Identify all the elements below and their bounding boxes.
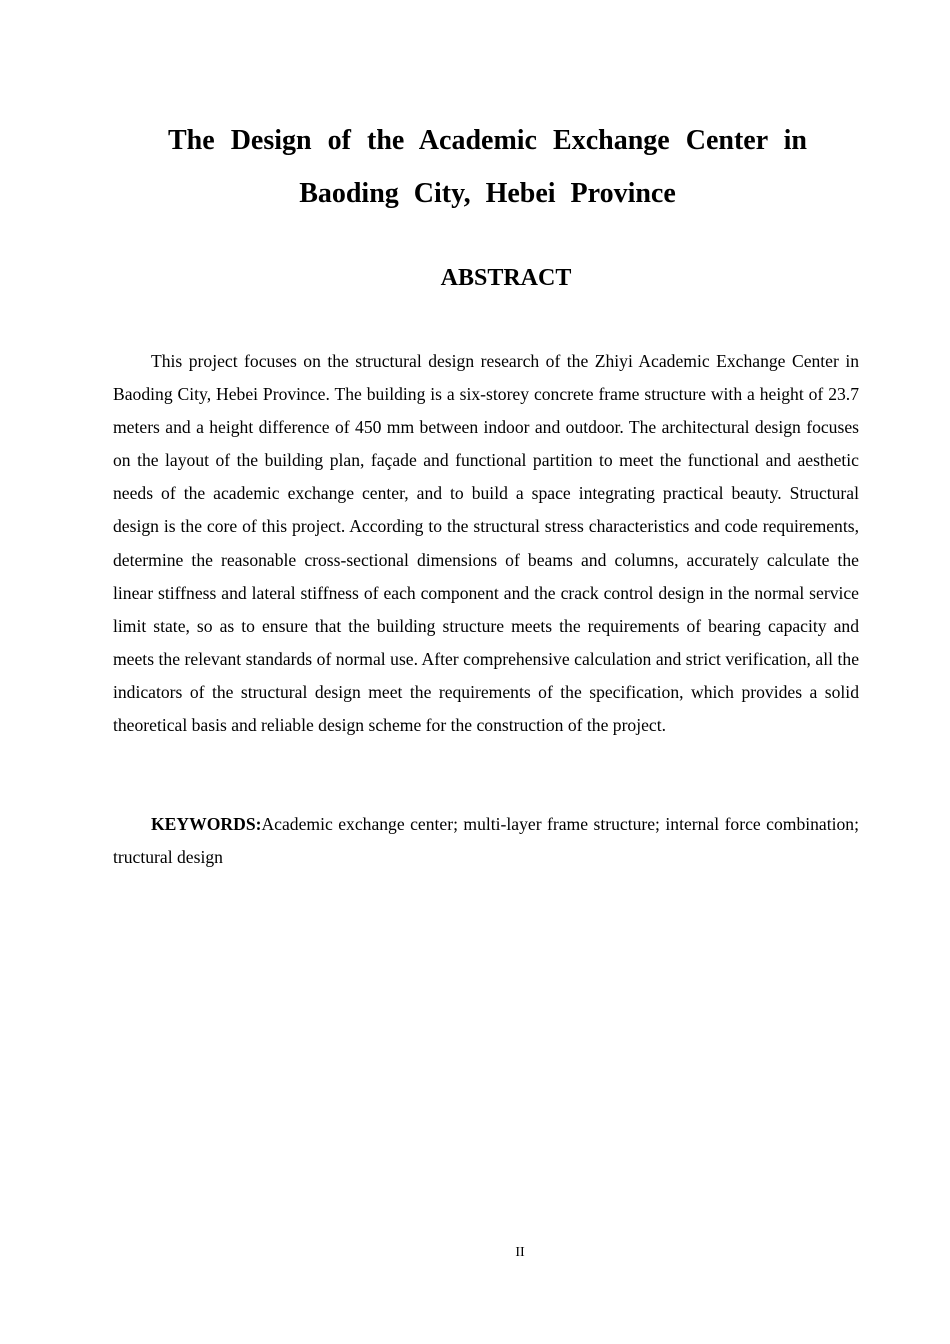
page-number: II	[515, 1245, 525, 1260]
keywords-text: Academic exchange center; multi-layer frame structure; internal force combination; tructural design	[113, 814, 859, 868]
abstract-heading: ABSTRACT	[440, 265, 572, 291]
abstract-body: This project focuses on the structural design research of the Zhiyi Academic Exchange Center in Baoding City, Hebei Province. The building is a six-storey concrete frame structure with a height of 23.7 meters and a height difference of 450 mm between indoor and outdoor. The architectural design focuses on the layout of the building plan, façade and functional partition to meet the functional and aesthetic needs of the academic exchange center, and to build a space integrating practical beauty. Structural design is the core of this project. According to the structural stress characteristics and code requirements, determine the reasonable cross-sectional dimensions of beams and columns, accurately calculate the linear stiffness and lateral stiffness of each component and the crack control design in the normal service limit state, so as to ensure that the building structure meets the requirements of bearing capacity and meets the relevant standards of normal use. After comprehensive calculation and strict verification, all the indicators of the structural design meet the requirements of the specification, which provides a solid theoretical basis and reliable design scheme for the construction of the project.	[113, 351, 859, 736]
paper-title-line-2: Baoding City, Hebei Province	[299, 178, 676, 209]
keywords-label: KEYWORDS:	[151, 814, 262, 834]
paper-title-line-1: The Design of the Academic Exchange Center in	[168, 125, 807, 156]
keywords-paragraph	[113, 808, 859, 874]
paper-title	[140, 114, 835, 220]
